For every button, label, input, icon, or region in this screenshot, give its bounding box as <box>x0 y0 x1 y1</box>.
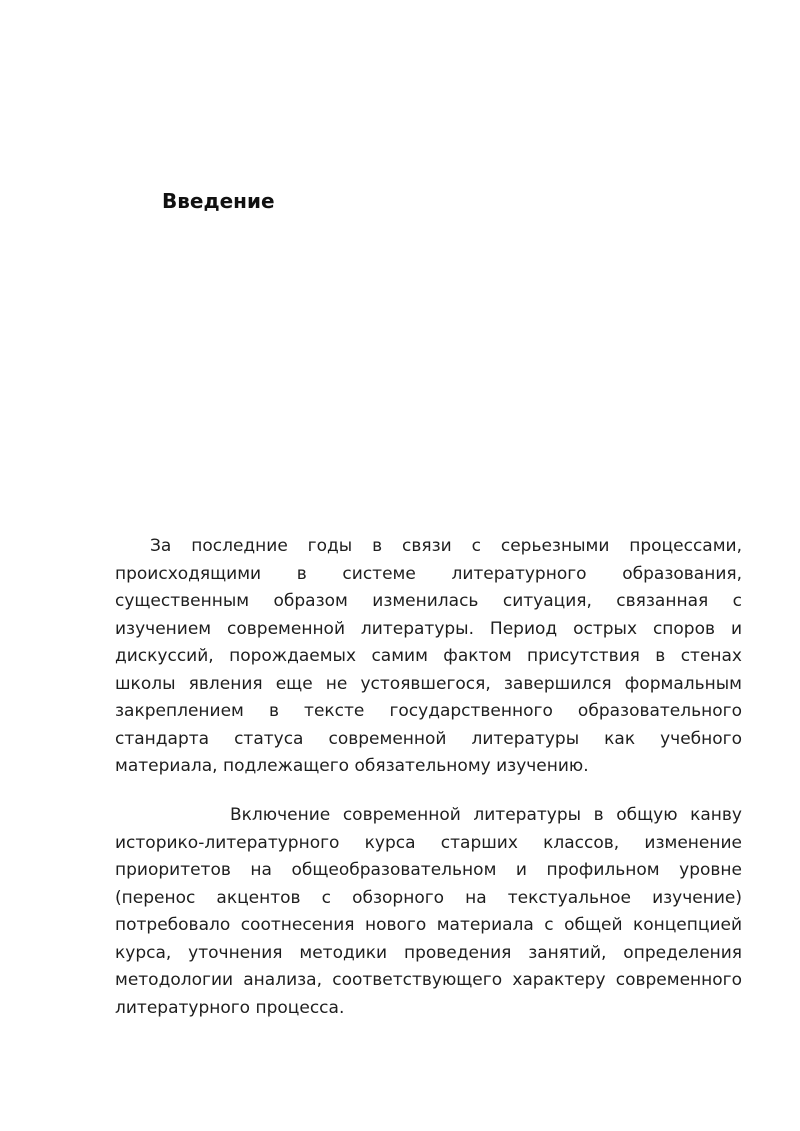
section-heading: Введение <box>162 189 275 213</box>
body-paragraph: За последние годы в связи с серьезными процессами, происходящими в системе литературного образования, существенным образом изменилась ситуация, связанная с изучением современной литературы. Период острых споров и дискуссий, порождаемых самим фактом присутствия в стенах школы явления еще не устоявшегося, завершился формальным закреплением в тексте государственного образовательного стандарта статуса современной литературы как учебного материала, подлежащего обязательному изучению. <box>115 536 742 776</box>
body-paragraph: Включение современной литературы в общую канву историко-литературного курса старших классов, изменение приоритетов на общеобразовательном и профильном уровне (перенос акцентов с обзорного на текстуальное изучение) потребовало соотнесения нового материала с общей концепцией курса, уточнения методики проведения занятий, определения методологии анализа, соответствующего характеру современного литературного процесса. <box>115 805 742 1018</box>
